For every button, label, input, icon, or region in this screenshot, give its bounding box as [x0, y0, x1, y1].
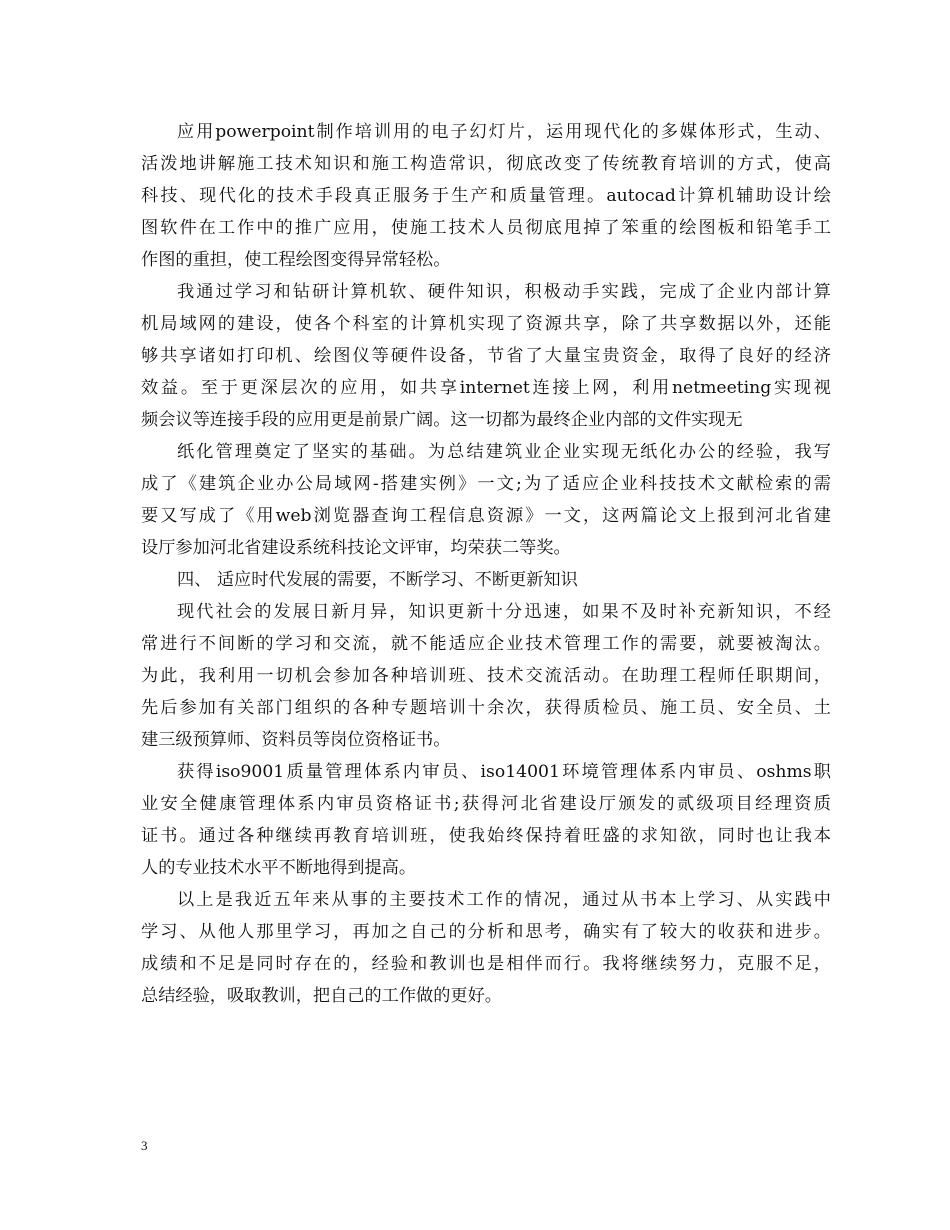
- text-line: 证书。通过各种继续再教育培训班，使我始终保持着旺盛的求知欲，同时也让我本: [141, 826, 831, 846]
- text-line: 常进行不间断的学习和交流，就不能适应企业技术管理工作的需要，就要被淘汰。: [141, 634, 831, 654]
- text-line: 总结经验，吸取教训，把自己的工作做的更好。: [141, 986, 502, 1006]
- text-line: 科技、现代化的技术手段真正服务于生产和质量管理。autocad计算机辅助设计绘: [141, 186, 831, 206]
- text-line: 频会议等连接手段的应用更是前景广阔。这一切都为最终企业内部的文件实现无: [141, 410, 743, 430]
- text-line: 作图的重担，使工程绘图变得异常轻松。: [141, 250, 451, 270]
- text-line: 获得iso9001质量管理体系内审员、iso14001环境管理体系内审员、oshms职: [177, 762, 831, 782]
- text-line: 以上是我近五年来从事的主要技术工作的情况，通过从书本上学习、从实践中: [177, 890, 831, 910]
- text-line: 人的专业技术水平不断地得到提高。: [141, 858, 417, 878]
- text-line: 业安全健康管理体系内审员资格证书;获得河北省建设厅颁发的贰级项目经理资质: [141, 794, 831, 814]
- text-line: 学习、从他人那里学习，再加之自己的分析和思考，确实有了较大的收获和进步。: [141, 922, 831, 942]
- text-line: 先后参加有关部门组织的各种专题培训十余次，获得质检员、施工员、安全员、土: [141, 698, 831, 718]
- text-line: 设厅参加河北省建设系统科技论文评审，均荣获二等奖。: [141, 538, 571, 558]
- text-line: 要又写成了《用web浏览器查询工程信息资源》一文，这两篇论文上报到河北省建: [141, 506, 831, 526]
- document-body: [141, 116, 831, 1012]
- text-line: 现代社会的发展日新月异，知识更新十分迅速，如果不及时补充新知识，不经: [177, 602, 831, 622]
- text-line: 成绩和不足是同时存在的，经验和教训也是相伴而行。我将继续努力，克服不足，: [141, 954, 831, 974]
- text-line: 应用powerpoint制作培训用的电子幻灯片，运用现代化的多媒体形式，生动、: [177, 122, 831, 142]
- section-heading: 四、 适应时代发展的需要，不断学习、不断更新知识: [177, 570, 578, 590]
- text-line: 够共享诸如打印机、绘图仪等硬件设备，节省了大量宝贵资金，取得了良好的经济: [141, 346, 831, 366]
- text-line: 我通过学习和钻研计算机软、硬件知识，积极动手实践，完成了企业内部计算: [177, 282, 831, 302]
- text-line: 效益。至于更深层次的应用，如共享internet连接上网，利用netmeeting实现视: [141, 378, 831, 398]
- text-line: 纸化管理奠定了坚实的基础。为总结建筑业企业实现无纸化办公的经验，我写: [177, 442, 831, 462]
- text-line: 建三级预算师、资料员等岗位资格证书。: [141, 730, 451, 750]
- text-line: 为此，我利用一切机会参加各种培训班、技术交流活动。在助理工程师任职期间，: [141, 666, 831, 686]
- text-line: 活泼地讲解施工技术知识和施工构造常识，彻底改变了传统教育培训的方式，使高: [141, 154, 831, 174]
- text-line: 机局域网的建设，使各个科室的计算机实现了资源共享，除了共享数据以外，还能: [141, 314, 831, 334]
- text-line: 图软件在工作中的推广应用，使施工技术人员彻底甩掉了笨重的绘图板和铅笔手工: [141, 218, 831, 238]
- page-number: 3: [141, 1138, 148, 1153]
- text-line: 成了《建筑企业办公局域网-搭建实例》一文;为了适应企业科技技术文献检索的需: [141, 474, 831, 494]
